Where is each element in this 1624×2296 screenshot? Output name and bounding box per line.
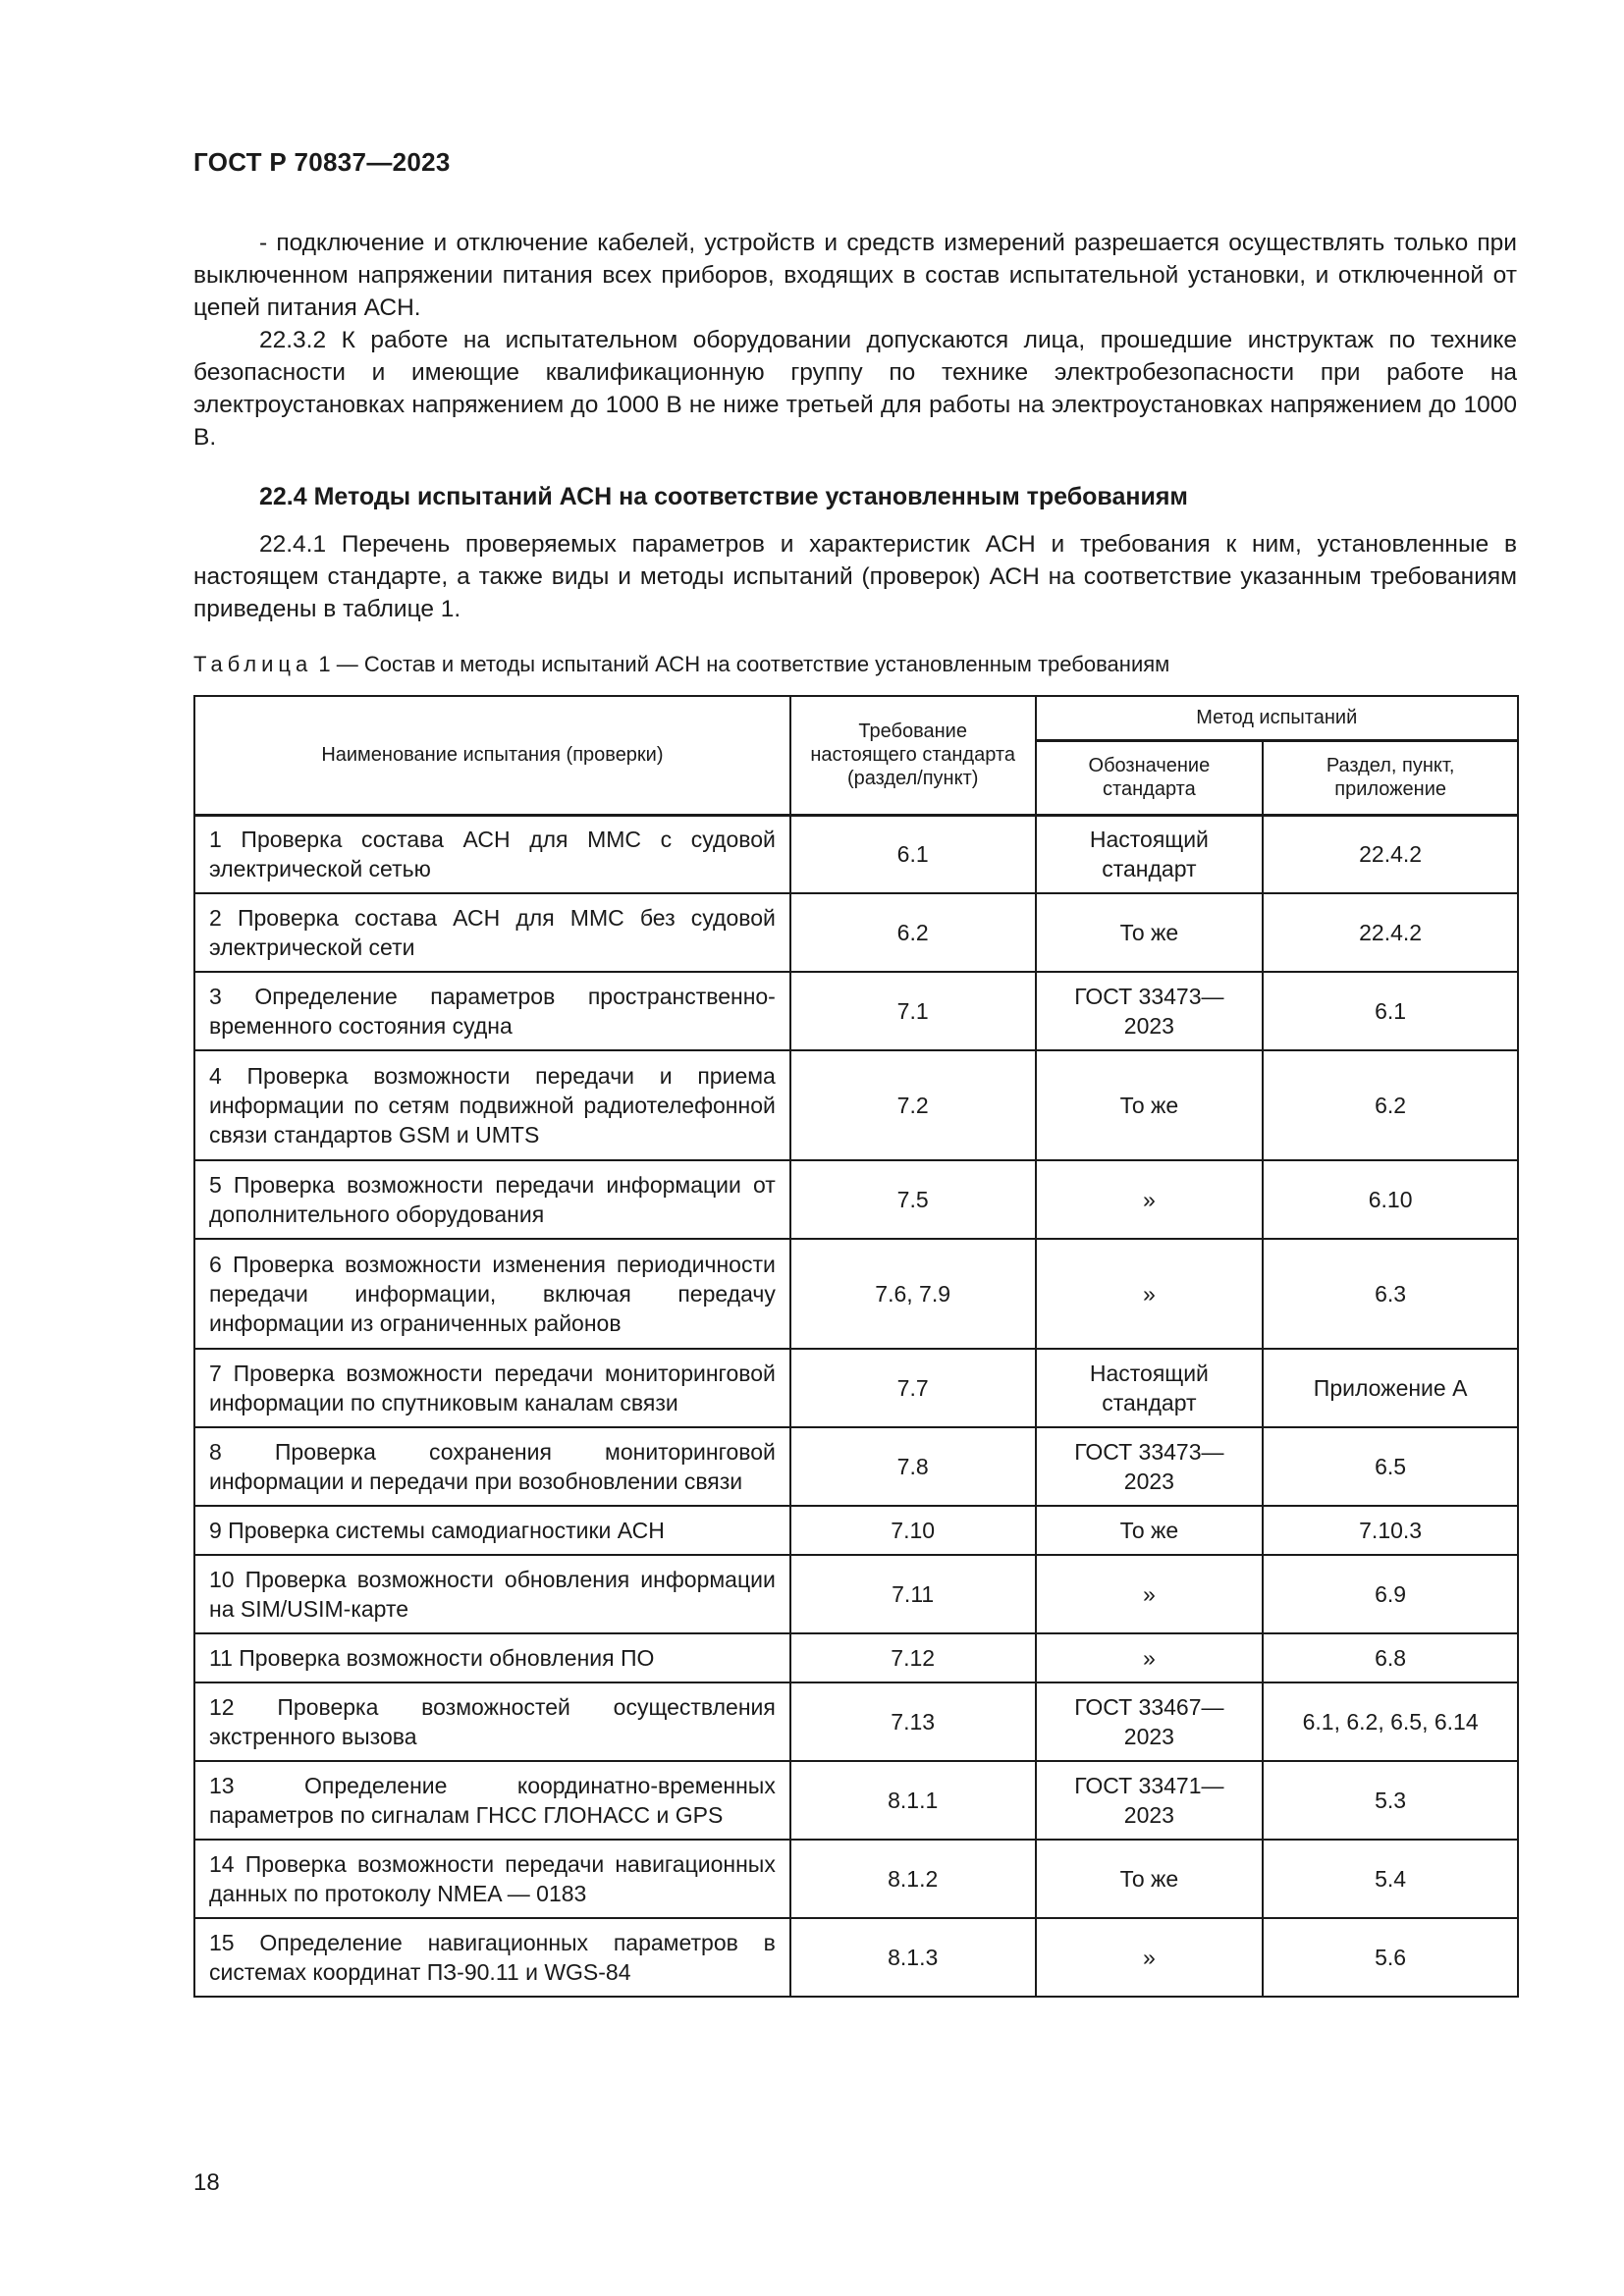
- cell-requirement: 6.2: [790, 893, 1036, 972]
- table-row: [194, 815, 1518, 893]
- table-row: [194, 1918, 1518, 1997]
- table-caption-text: 1 — Состав и методы испытаний АСН на соответствие установленным требованиям: [312, 652, 1170, 676]
- cell-standard: Настоящий стандарт: [1036, 1349, 1264, 1427]
- table-row: [194, 1506, 1518, 1555]
- cell-requirement: 7.2: [790, 1050, 1036, 1160]
- cell-section: 6.5: [1263, 1427, 1518, 1506]
- cell-requirement: 7.13: [790, 1682, 1036, 1761]
- cell-test-name: 5 Проверка возможности передачи информации от дополнительного оборудования: [194, 1160, 790, 1239]
- table-row: [194, 1633, 1518, 1682]
- cell-standard: »: [1036, 1555, 1264, 1633]
- cell-standard: »: [1036, 1633, 1264, 1682]
- cell-test-name: 13 Определение координатно-временных параметров по сигналам ГНСС ГЛОНАСС и GPS: [194, 1761, 790, 1840]
- cell-standard: Настоящий стандарт: [1036, 815, 1264, 893]
- table-row: [194, 1555, 1518, 1633]
- cell-test-name: 11 Проверка возможности обновления ПО: [194, 1633, 790, 1682]
- cell-standard: »: [1036, 1918, 1264, 1997]
- table-row: [194, 1050, 1518, 1160]
- table-row: [194, 893, 1518, 972]
- cell-standard: ГОСТ 33467—2023: [1036, 1682, 1264, 1761]
- header-test-name: Наименование испытания (проверки): [194, 696, 790, 815]
- cell-test-name: 4 Проверка возможности передачи и приема информации по сетям подвижной радиотелефонной связи стандартов GSM и UMTS: [194, 1050, 790, 1160]
- cell-requirement: 7.11: [790, 1555, 1036, 1633]
- cell-requirement: 8.1.3: [790, 1918, 1036, 1997]
- table-row: [194, 1349, 1518, 1427]
- table-header: [194, 696, 1518, 815]
- cell-test-name: 6 Проверка возможности изменения периодичности передачи информации, включая передачу информации из ограниченных районов: [194, 1239, 790, 1349]
- table-row: [194, 972, 1518, 1050]
- section-heading-22-4: 22.4 Методы испытаний АСН на соответствие установленным требованиям: [259, 483, 1188, 510]
- cell-section: 6.9: [1263, 1555, 1518, 1633]
- cell-test-name: 3 Определение параметров пространственно-временного состояния судна: [194, 972, 790, 1050]
- cell-standard: То же: [1036, 1050, 1264, 1160]
- cell-test-name: 15 Определение навигационных параметров в системах координат ПЗ-90.11 и WGS-84: [194, 1918, 790, 1997]
- header-standard-designation: Обозначение стандарта: [1036, 740, 1264, 815]
- cell-section: 6.8: [1263, 1633, 1518, 1682]
- cell-test-name: 12 Проверка возможностей осуществления экстренного вызова: [194, 1682, 790, 1761]
- cell-section: 5.3: [1263, 1761, 1518, 1840]
- document-header: ГОСТ Р 70837—2023: [193, 147, 451, 177]
- cell-section: Приложение А: [1263, 1349, 1518, 1427]
- cell-test-name: 2 Проверка состава АСН для ММС без судовой электрической сети: [194, 893, 790, 972]
- cell-requirement: 7.8: [790, 1427, 1036, 1506]
- cell-requirement: 8.1.1: [790, 1761, 1036, 1840]
- cell-section: 6.1, 6.2, 6.5, 6.14: [1263, 1682, 1518, 1761]
- header-requirement: Требование настоящего стандарта (раздел/пункт): [790, 696, 1036, 815]
- table-row: [194, 1682, 1518, 1761]
- section-text: [193, 528, 1517, 625]
- cell-section: 6.10: [1263, 1160, 1518, 1239]
- cell-requirement: 7.10: [790, 1506, 1036, 1555]
- cell-requirement: 7.7: [790, 1349, 1036, 1427]
- table-row: [194, 1761, 1518, 1840]
- cell-test-name: 1 Проверка состава АСН для ММС с судовой электрической сетью: [194, 815, 790, 893]
- cell-standard: ГОСТ 33471—2023: [1036, 1761, 1264, 1840]
- header-test-method: Метод испытаний: [1036, 696, 1519, 740]
- intro-text: [193, 227, 1517, 454]
- cell-test-name: 8 Проверка сохранения мониторинговой информации и передачи при возобновлении связи: [194, 1427, 790, 1506]
- table-row: [194, 1160, 1518, 1239]
- table-row: [194, 1427, 1518, 1506]
- cell-requirement: 7.6, 7.9: [790, 1239, 1036, 1349]
- paragraph-22-4-1: 22.4.1 Перечень проверяемых параметров и характеристик АСН и требования к ним, установленные в настоящем стандарте, а также виды и методы испытаний (проверок) АСН на соответствие указанным требованиям приведены в таблице 1.: [193, 531, 1517, 622]
- cell-test-name: 9 Проверка системы самодиагностики АСН: [194, 1506, 790, 1555]
- cell-section: 6.2: [1263, 1050, 1518, 1160]
- table-body: [194, 815, 1518, 1997]
- cell-standard: »: [1036, 1160, 1264, 1239]
- cell-section: 22.4.2: [1263, 893, 1518, 972]
- page-number: 18: [193, 2169, 220, 2196]
- cell-test-name: 10 Проверка возможности обновления информации на SIM/USIM-карте: [194, 1555, 790, 1633]
- cell-requirement: 7.5: [790, 1160, 1036, 1239]
- cell-standard: ГОСТ 33473—2023: [1036, 1427, 1264, 1506]
- table-caption: [193, 652, 1169, 677]
- cell-standard: То же: [1036, 1506, 1264, 1555]
- cell-section: 6.3: [1263, 1239, 1518, 1349]
- cell-section: 22.4.2: [1263, 815, 1518, 893]
- cell-section: 5.6: [1263, 1918, 1518, 1997]
- table-row: [194, 1239, 1518, 1349]
- cell-section: 6.1: [1263, 972, 1518, 1050]
- cell-standard: То же: [1036, 893, 1264, 972]
- cell-standard: ГОСТ 33473—2023: [1036, 972, 1264, 1050]
- safety-bullet-paragraph: - подключение и отключение кабелей, устройств и средств измерений разрешается осуществлять только при выключенном напряжении питания всех приборов, входящих в состав испытательной установки, и отключенной от цепей питания АСН.: [193, 230, 1517, 321]
- cell-section: 7.10.3: [1263, 1506, 1518, 1555]
- table-row: [194, 1840, 1518, 1918]
- cell-test-name: 7 Проверка возможности передачи мониторинговой информации по спутниковым каналам связи: [194, 1349, 790, 1427]
- cell-requirement: 6.1: [790, 815, 1036, 893]
- header-section-clause: Раздел, пункт, приложение: [1263, 740, 1518, 815]
- cell-test-name: 14 Проверка возможности передачи навигационных данных по протоколу NMEA — 0183: [194, 1840, 790, 1918]
- tests-table: [193, 695, 1519, 1998]
- cell-requirement: 7.1: [790, 972, 1036, 1050]
- table-caption-label: Таблица: [193, 652, 313, 676]
- cell-requirement: 8.1.2: [790, 1840, 1036, 1918]
- cell-standard: »: [1036, 1239, 1264, 1349]
- cell-standard: То же: [1036, 1840, 1264, 1918]
- cell-requirement: 7.12: [790, 1633, 1036, 1682]
- paragraph-22-3-2: 22.3.2 К работе на испытательном оборудовании допускаются лица, прошедшие инструктаж по технике безопасности и имеющие квалификационную группу по технике электробезопасности при работе на электроустановках напряжением до 1000 В не ниже третьей для работы на электроустановках напряжением до 1000 В.: [193, 327, 1517, 451]
- cell-section: 5.4: [1263, 1840, 1518, 1918]
